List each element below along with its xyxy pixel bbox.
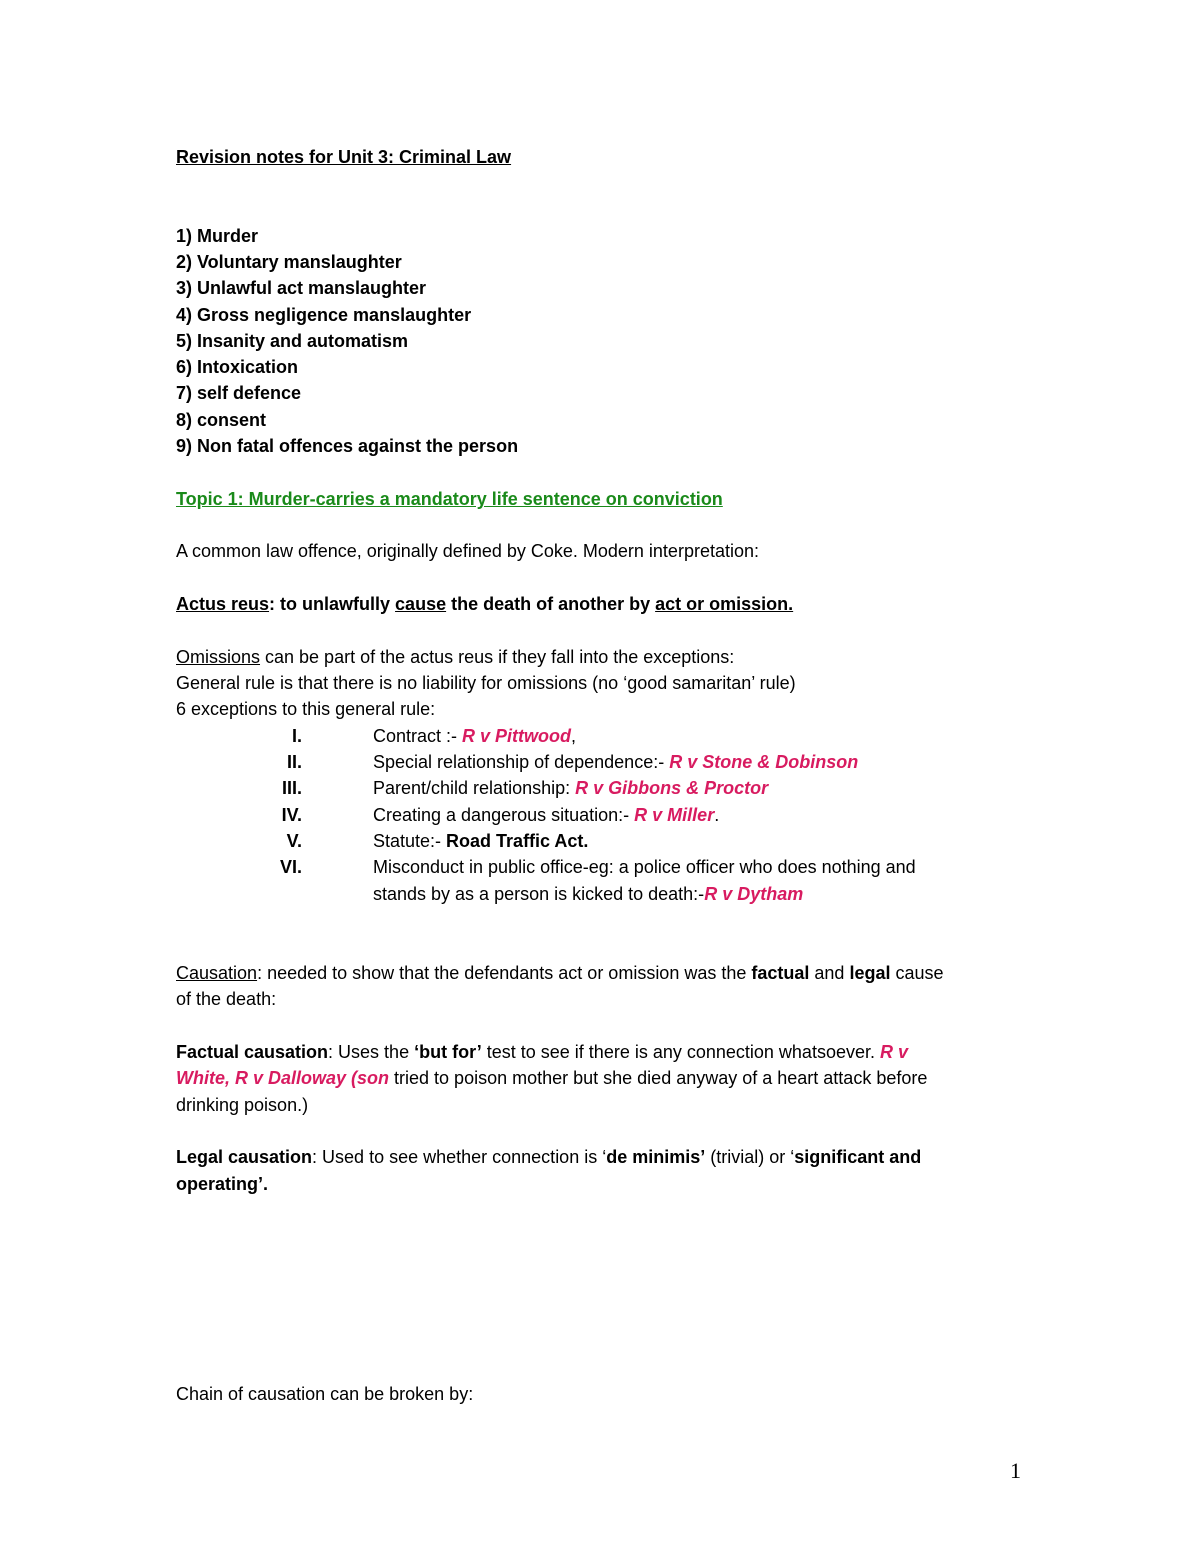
list-item: 9) Non fatal offences against the person xyxy=(176,436,519,456)
text-segment: significant and xyxy=(794,1147,922,1167)
text-segment: . xyxy=(714,805,720,825)
list-item: 2) Voluntary manslaughter xyxy=(176,252,402,272)
actus-reus-line xyxy=(176,593,793,615)
causation-line-2: of the death: xyxy=(176,989,277,1009)
case-name: R v Dytham xyxy=(704,884,804,904)
exceptions-intro: 6 exceptions to this general rule: xyxy=(176,699,436,719)
list-item: 4) Gross negligence manslaughter xyxy=(176,305,472,325)
list-number: I. xyxy=(291,726,302,746)
text-segment: Statute:- xyxy=(373,831,447,851)
text-segment: act or omission. xyxy=(655,594,794,614)
list-item-continuation xyxy=(373,883,803,905)
text-segment: tried to poison mother but she died anyway of a heart attack before xyxy=(389,1068,928,1088)
list-item: 1) Murder xyxy=(176,226,259,246)
text-segment: Contract :- xyxy=(373,726,463,746)
factual-causation-3: drinking poison.) xyxy=(176,1095,309,1115)
list-item: 6) Intoxication xyxy=(176,357,299,377)
page-number: 1 xyxy=(1010,1458,1021,1483)
text-segment: cause xyxy=(395,594,447,614)
list-item: Misconduct in public office-eg: a police officer who does nothing and xyxy=(373,857,916,877)
intro-text: A common law offence, originally defined by Coke. Modern interpretation: xyxy=(176,541,759,561)
list-item: 3) Unlawful act manslaughter xyxy=(176,278,427,298)
legal-causation xyxy=(176,1146,921,1168)
list-item: 7) self defence xyxy=(176,383,302,403)
text-segment: legal xyxy=(849,963,891,983)
list-item xyxy=(373,777,768,799)
factual-causation-2 xyxy=(176,1067,927,1089)
text-segment: , xyxy=(571,726,577,746)
list-number: VI. xyxy=(279,857,302,877)
text-segment: Road Traffic Act. xyxy=(446,831,589,851)
text-segment: : needed to show that the defendants act or omission was the xyxy=(257,963,752,983)
text-segment: ‘but for’ xyxy=(414,1042,482,1062)
general-rule: General rule is that there is no liability for omissions (no ‘good samaritan’ rule) xyxy=(176,673,796,693)
actus-reus-label: Actus reus xyxy=(176,594,270,614)
list-number: V. xyxy=(286,831,302,851)
text-segment: stands by as a person is kicked to death:- xyxy=(373,884,705,904)
page-title: Revision notes for Unit 3: Criminal Law xyxy=(176,147,512,167)
text-segment: Special relationship of dependence:- xyxy=(373,752,670,772)
text-segment: cause xyxy=(890,963,944,983)
list-item xyxy=(373,751,858,773)
list-item: 5) Insanity and automatism xyxy=(176,331,409,351)
text-segment: can be part of the actus reus if they fall into the exceptions: xyxy=(260,647,735,667)
causation-line xyxy=(176,962,944,984)
legal-causation-2: operating’. xyxy=(176,1174,269,1194)
text-segment: de minimis’ xyxy=(606,1147,706,1167)
text-segment: : Used to see whether connection is ‘ xyxy=(312,1147,607,1167)
omissions-label: Omissions xyxy=(176,647,261,667)
case-name: White, R v Dalloway (son xyxy=(176,1068,390,1088)
list-item xyxy=(373,725,576,747)
case-name: R v Pittwood xyxy=(462,726,572,746)
chain-text: Chain of causation can be broken by: xyxy=(176,1384,474,1404)
legal-label: Legal causation xyxy=(176,1147,313,1167)
factual-causation xyxy=(176,1041,908,1063)
text-segment: factual xyxy=(751,963,810,983)
case-name: R v Gibbons & Proctor xyxy=(575,778,769,798)
causation-label: Causation xyxy=(176,963,258,983)
text-segment: Parent/child relationship: xyxy=(373,778,576,798)
topic-heading: Topic 1: Murder-carries a mandatory life sentence on conviction xyxy=(176,489,723,509)
text-segment: : Uses the xyxy=(328,1042,415,1062)
list-item: 8) consent xyxy=(176,410,267,430)
case-name: R v xyxy=(879,1042,908,1062)
text-segment: and xyxy=(809,963,850,983)
omissions-line xyxy=(176,646,734,668)
text-segment: : to unlawfully xyxy=(269,594,396,614)
case-name: R v Miller xyxy=(634,805,715,825)
list-item xyxy=(373,830,588,852)
list-number: III. xyxy=(281,778,302,798)
text-segment: (trivial) or ‘ xyxy=(705,1147,795,1167)
list-item xyxy=(373,804,719,826)
text-segment: the death of another by xyxy=(446,594,656,614)
text-segment: Creating a dangerous situation:- xyxy=(373,805,635,825)
factual-label: Factual causation xyxy=(176,1042,329,1062)
list-number: II. xyxy=(286,752,302,772)
case-name: R v Stone & Dobinson xyxy=(669,752,859,772)
list-number: IV. xyxy=(281,805,302,825)
text-segment: test to see if there is any connection whatsoever. xyxy=(481,1042,880,1062)
